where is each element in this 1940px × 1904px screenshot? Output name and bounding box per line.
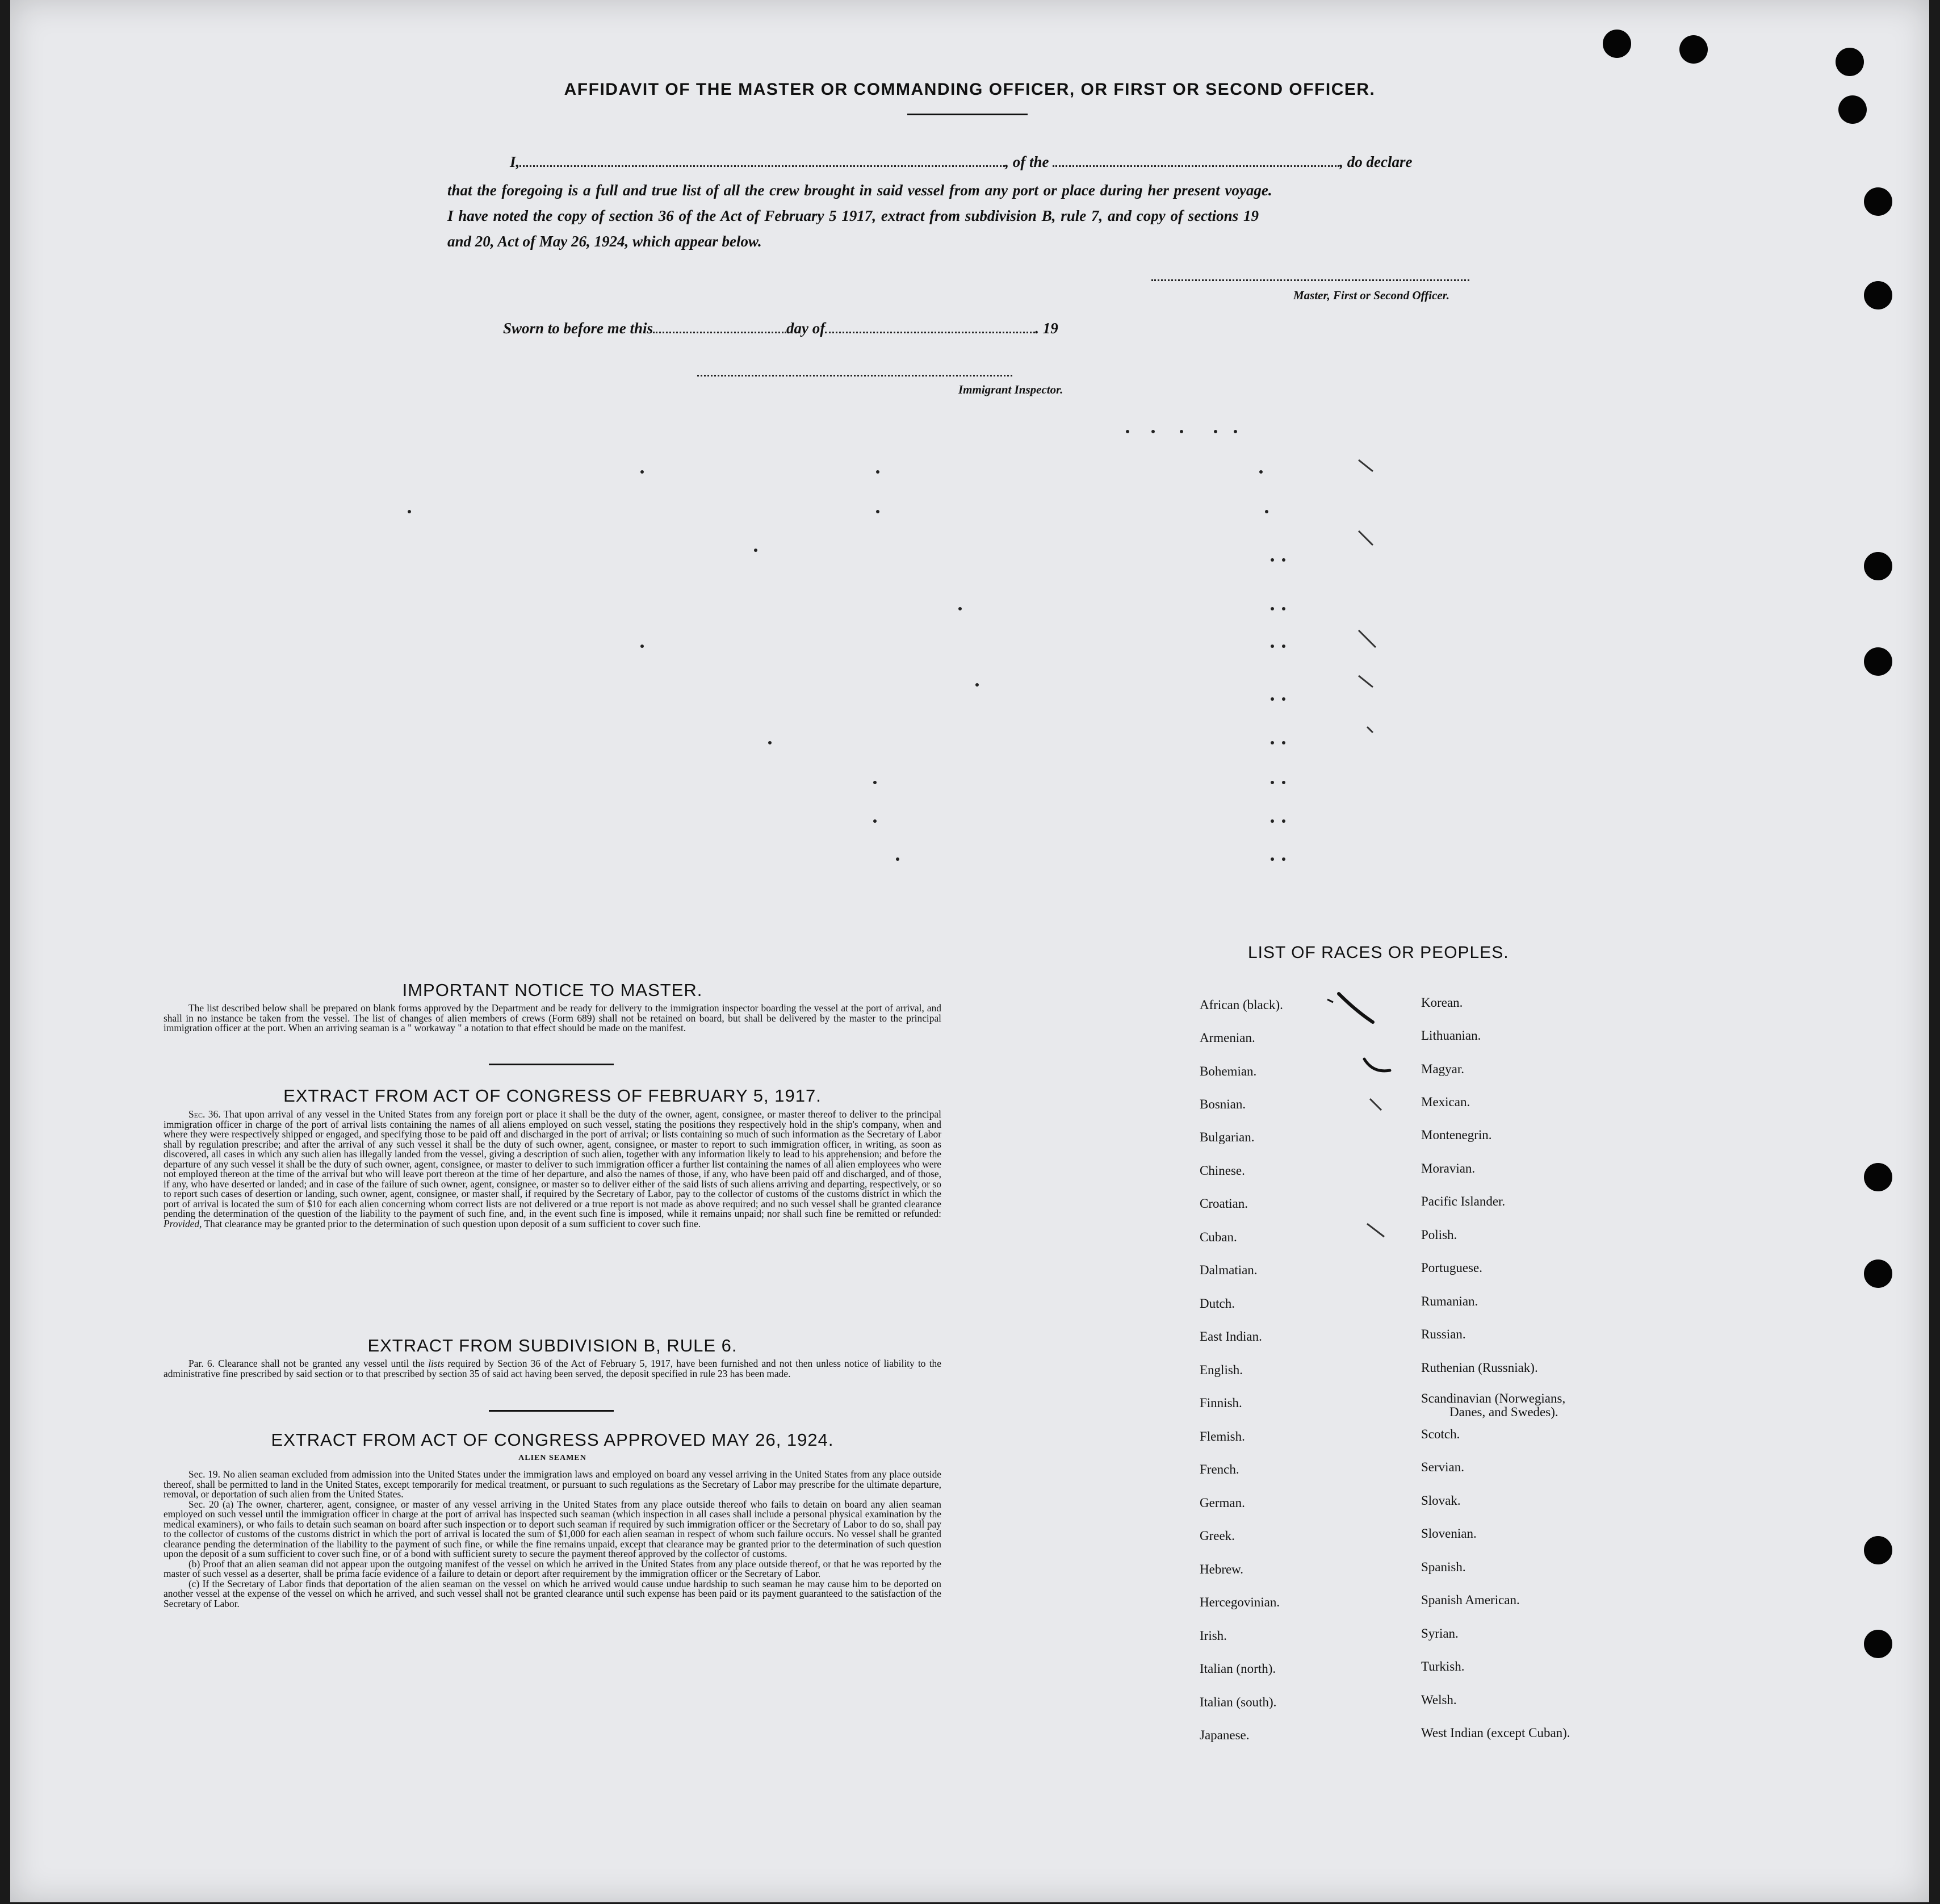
race-left: Flemish. <box>1200 1429 1245 1443</box>
par-6-label: Par. 6. <box>188 1358 215 1369</box>
race-right: Turkish. <box>1421 1659 1465 1673</box>
race-right: Magyar. <box>1421 1062 1465 1076</box>
binder-hole <box>1864 1259 1892 1288</box>
binder-hole <box>1864 187 1892 216</box>
race-right: Scandinavian (Norwegians, <box>1421 1391 1566 1405</box>
race-right: Pacific Islander. <box>1421 1194 1506 1208</box>
race-left: Cuban. <box>1200 1230 1237 1244</box>
race-left: French. <box>1200 1462 1239 1476</box>
extract-1924-text <box>164 1470 941 1609</box>
race-left: English. <box>1200 1363 1243 1377</box>
master-signature-label: Master, First or Second Officer. <box>1293 288 1449 302</box>
race-right: Slovenian. <box>1421 1526 1477 1541</box>
affidavit-line-3: I have noted the copy of section 36 of the Act of February 5 1917, extract from subdivision B, rule 7, and copy of sections 19 <box>447 207 1259 224</box>
race-left: Italian (north). <box>1200 1662 1276 1676</box>
race-right: Montenegrin. <box>1421 1128 1492 1142</box>
vessel-blank <box>1053 165 1339 167</box>
binder-hole <box>1838 95 1867 124</box>
race-right: Scotch. <box>1421 1427 1460 1441</box>
sec-36-label: Sec. 36. <box>188 1108 221 1120</box>
affidavit-of-the-label: , of the <box>1005 153 1049 170</box>
rule6-paragraph <box>164 1359 941 1379</box>
sec-36-text: That upon arrival of any vessel in the United States from any foreign port or place it shall be the duty of the owner, agent, consignee, or master thereof to deliver to the principal immigration officer in charge of the port of arrival lists containing the names of all aliens employed on such vessel, stating the positions they respectively hold in the ship's company, when and where they were respectively shipped or engaged, and specifying those to be paid off and discharged in the port of arrival; or lists containing so much of such information as the Secretary of Labor shall by regulation prescribe; and after the arrival of any such vessel it shall be the duty of such owner, agent, consignee, or master to report to such immigration officer, in writing, as soon as discovered, all cases in which any such alien has illegally landed from the vessel, giving a description of such alien, together with any information likely to lead to his apprehension; and before the departure of any such vessel it shall be the duty of such owner, agent, consignee, or master to deliver to such immigration officer a further list containing the names of all alien employees who were not employed thereon at the time of the arrival but who will leave port thereon at the time of her departure, and also the names of those, if any, who have been paid off and discharged, and of those, if any, who have deserted or landed; and in case of the failure of such owner, agent, consignee, or master so to deliver either of the said lists of such aliens arriving and departing, respectively, or so to report such cases of desertion or landing, such owner, agent, consignee, or master shall, if required by the Secretary of Labor, pay to the collector of customs of the customs district in which the port of arrival is located the sum of $10 for each alien concerning whom correct lists are not delivered or a true report is not made as above required; and no such vessel shall be granted clearance pending the determination of the question of the liability to the payment of such fine, and, in the event such fine is imposed, while it remains unpaid; nor shall such fine be remitted or refunded: <box>164 1108 941 1219</box>
sworn-day-blank <box>653 332 786 333</box>
race-left: Hebrew. <box>1200 1562 1244 1576</box>
extract-1917-paragraph <box>164 1110 941 1229</box>
races-title: LIST OF RACES OR PEOPLES. <box>1248 943 1509 962</box>
extract-1924-title: EXTRACT FROM ACT OF CONGRESS APPROVED MAY 26, 1924. <box>271 1430 834 1450</box>
section-divider <box>489 1410 614 1412</box>
name-blank <box>519 165 1005 167</box>
sworn-line <box>503 320 1058 337</box>
binder-hole <box>1603 30 1631 58</box>
sec-19-paragraph: Sec. 19. No alien seaman excluded from admission into the United States under the immigration laws and employed on board any vessel arriving in the United States from any place outside thereof, shall be permitted to land in the United States, except temporarily for medical treatment, or pursuant to such regulations as the Secretary of Labor may prescribe for the ultimate departure, removal, or deportation of such alien from the United States. <box>164 1468 941 1500</box>
pen-tick-marks <box>1356 443 1401 761</box>
race-right: Spanish. <box>1421 1560 1466 1574</box>
notice-paragraph: The list described below shall be prepared on blank forms approved by the Department and be ready for delivery to the immigration inspector boarding the vessel at the port of arrival, and shall in no instance be taken from the vessel. The list of changes of alien members of crews (Form 689) shall not be retained on board, but shall be delivered by the master to the principal immigration officer at the port. When an arriving seaman is a " workaway " a notation to that effect should be made on the manifest. <box>164 1002 941 1033</box>
affidavit-i-label: I, <box>510 153 520 170</box>
rule6-text-b: required by Section 36 of the Act of February 5, 1917, have been furnished and not then unless notice of liability to the administrative fine prescribed by said section or to that prescribed by section 35 of said act having been served, the deposit specified in rule 23 has been made. <box>164 1358 941 1379</box>
rule6-lists-word: lists <box>428 1358 445 1369</box>
race-left: Bulgarian. <box>1200 1130 1255 1144</box>
race-left: African (black). <box>1200 998 1283 1012</box>
sec-20a-paragraph: Sec. 20 (a) The owner, charterer, agent, consignee, or master of any vessel arriving in the United States from any place outside thereof who fails to detain on board any alien seaman employed on such vessel until the immigration officer in charge at the port of arrival has inspected such seaman (which inspection in all cases shall include a personal physical examination by the medical examiners), or who fails to detain such seaman on board after such inspection or to deport such seaman if required by such immigration officer or the Secretary of Labor to do so, shall pay to the collector of customs of the customs district in which the port of arrival is located the sum of $1,000 for each alien seaman in respect of whom such failure occurs. No vessel shall be granted clearance pending the determination of the liability to the payment of such fine, or while the fine remains unpaid, except that clearance may be granted prior to the determination of such question upon the deposit of a sum sufficient to cover such fine, or of a bond with sufficient surety to secure the payment thereof approved by the collector of customs. <box>164 1498 941 1559</box>
binder-hole <box>1864 552 1892 580</box>
race-left: Bohemian. <box>1200 1064 1257 1078</box>
race-left: Irish. <box>1200 1629 1227 1643</box>
race-left: Dalmatian. <box>1200 1263 1258 1277</box>
sworn-day-of: day of <box>786 320 826 337</box>
race-left: Greek. <box>1200 1529 1235 1543</box>
race-left: East Indian. <box>1200 1329 1262 1344</box>
affidavit-line-4: and 20, Act of May 26, 1924, which appear below. <box>447 233 762 250</box>
race-right: Polish. <box>1421 1228 1457 1242</box>
proviso-label: Provided, <box>164 1217 202 1229</box>
race-left: Finnish. <box>1200 1396 1242 1410</box>
sec-20c-paragraph: (c) If the Secretary of Labor finds that deportation of the alien seaman on the vessel on which he arrived would cause undue hardship to such seaman he may cause him to be deported on another vessel at the expense of the vessel on which he arrived, and such vessel shall not be granted clearance until such expense has been paid or its payment guaranteed to the satisfaction of the Secretary of Labor. <box>164 1577 941 1609</box>
extract-1917-title: EXTRACT FROM ACT OF CONGRESS OF FEBRUARY 5, 1917. <box>283 1086 822 1106</box>
race-left: Bosnian. <box>1200 1097 1246 1111</box>
notice-title: IMPORTANT NOTICE TO MASTER. <box>402 980 703 1000</box>
master-signature-line <box>1151 279 1469 281</box>
binder-hole <box>1864 1163 1892 1191</box>
sworn-year: . 19 <box>1035 320 1058 337</box>
binder-hole <box>1864 1630 1892 1658</box>
affidavit-do-declare-label: , do declare <box>1339 153 1413 170</box>
affidavit-title: AFFIDAVIT OF THE MASTER OR COMMANDING OFFICER, OR FIRST OR SECOND OFFICER. <box>564 80 1376 99</box>
notice-text <box>164 1003 941 1033</box>
race-right: Slovak. <box>1421 1493 1461 1508</box>
binder-hole <box>1864 281 1892 309</box>
race-right: Servian. <box>1421 1460 1465 1474</box>
race-left: Italian (south). <box>1200 1695 1277 1709</box>
race-right: Lithuanian. <box>1421 1028 1481 1043</box>
race-left: Japanese. <box>1200 1728 1250 1742</box>
document-page <box>10 0 1929 1902</box>
affidavit-line-1 <box>510 153 1509 171</box>
section-divider <box>489 1064 614 1065</box>
race-right: West Indian (except Cuban). <box>1421 1726 1570 1740</box>
race-left: Chinese. <box>1200 1164 1245 1178</box>
affidavit-title-rule <box>907 114 1028 115</box>
race-right: Mexican. <box>1421 1095 1470 1109</box>
race-left: Dutch. <box>1200 1296 1235 1311</box>
sec-20b-paragraph: (b) Proof that an alien seaman did not appear upon the outgoing manifest of the vessel on which he arrived in the United States from any place outside thereof, or that he was reported by the master of such vessel as a deserter, shall be prima facie evidence of a failure to detain or deport after requirement by the immigration officer or the Secretary of Labor. <box>164 1558 941 1579</box>
pen-tick-marks <box>1316 965 1430 1249</box>
proviso-text: That clearance may be granted prior to the determination of such question upon deposit of a sum sufficient to cover such fine. <box>204 1217 701 1229</box>
inspector-label: Immigrant Inspector. <box>958 383 1063 396</box>
race-left: Croatian. <box>1200 1196 1248 1211</box>
race-left: German. <box>1200 1496 1245 1510</box>
binder-hole <box>1679 35 1708 64</box>
alien-seamen-subtitle: ALIEN SEAMEN <box>518 1454 586 1462</box>
race-right: Moravian. <box>1421 1161 1476 1175</box>
extract-1917-text <box>164 1110 941 1229</box>
race-right: Rumanian. <box>1421 1294 1478 1308</box>
binder-hole <box>1864 1536 1892 1564</box>
extract-rule6-title: EXTRACT FROM SUBDIVISION B, RULE 6. <box>367 1336 738 1355</box>
rule6-text-a: Clearance shall not be granted any vessel until the <box>218 1358 425 1369</box>
race-right: Korean. <box>1421 995 1463 1010</box>
race-right: Welsh. <box>1421 1693 1457 1707</box>
race-right: Syrian. <box>1421 1626 1459 1641</box>
affidavit-line-2: that the foregoing is a full and true list of all the crew brought in said vessel from any port or place during her present voyage. <box>447 182 1272 199</box>
sworn-prefix: Sworn to before me this <box>503 320 653 337</box>
extract-rule6-text <box>164 1359 941 1379</box>
race-left: Armenian. <box>1200 1031 1255 1045</box>
race-right: Spanish American. <box>1421 1593 1520 1607</box>
binder-hole <box>1836 48 1864 76</box>
race-right-continuation: Danes, and Swedes). <box>1449 1405 1558 1419</box>
race-left: Hercegovinian. <box>1200 1595 1280 1609</box>
race-right: Russian. <box>1421 1327 1466 1341</box>
race-right: Portuguese. <box>1421 1261 1482 1275</box>
inspector-signature-line <box>697 375 1012 376</box>
binder-hole <box>1864 647 1892 676</box>
sworn-month-blank <box>825 332 1035 333</box>
race-right: Ruthenian (Russniak). <box>1421 1361 1538 1375</box>
